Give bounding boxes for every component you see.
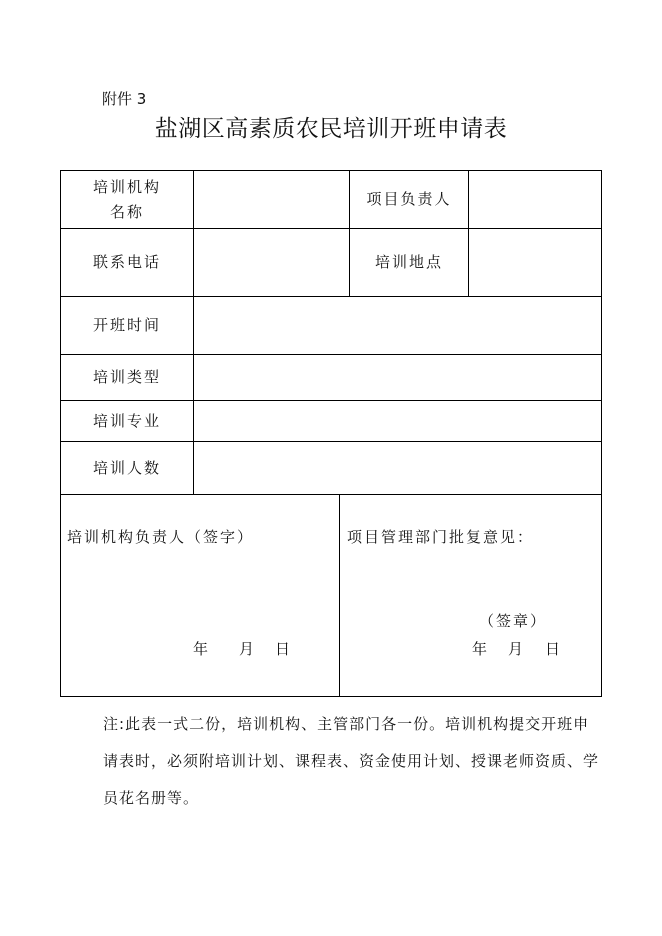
sign-month-left: 月 xyxy=(239,640,257,658)
phone-label: 联系电话 xyxy=(92,253,161,271)
application-form-table xyxy=(60,170,602,697)
sign-day-right: 日 xyxy=(545,640,563,658)
start-time-label: 开班时间 xyxy=(92,316,161,334)
start-time-field[interactable] xyxy=(194,297,601,354)
phone-field[interactable] xyxy=(194,229,349,296)
org-name-label-line2: 名称 xyxy=(109,202,144,221)
training-type-field[interactable] xyxy=(194,355,601,400)
form-note xyxy=(103,706,603,817)
training-major-label: 培训专业 xyxy=(92,411,161,430)
trainee-count-label: 培训人数 xyxy=(92,458,161,477)
column-divider xyxy=(339,494,340,696)
project-lead-label: 项目负责人 xyxy=(366,190,452,208)
row-divider xyxy=(61,494,601,495)
location-field[interactable] xyxy=(469,229,601,296)
seal-label: （签章） xyxy=(479,612,548,630)
org-name-label-line1: 培训机构 xyxy=(92,177,161,196)
training-major-field[interactable] xyxy=(194,401,601,441)
note-prefix: 注: xyxy=(103,715,126,733)
form-title: 盐湖区高素质农民培训开班申请表 xyxy=(154,116,508,142)
org-name-label xyxy=(61,171,193,228)
sign-month-right: 月 xyxy=(508,640,526,658)
sign-day-left: 日 xyxy=(275,640,293,658)
sign-year-right: 年 xyxy=(472,640,490,658)
project-lead-field[interactable] xyxy=(469,171,601,228)
org-head-sign-label: 培训机构负责人（签字） xyxy=(67,528,255,546)
sign-year-left: 年 xyxy=(193,640,211,658)
location-label: 培训地点 xyxy=(374,253,443,271)
dept-opinion-label: 项目管理部门批复意见： xyxy=(347,528,535,546)
trainee-count-field[interactable] xyxy=(194,442,601,494)
note-text: 此表一式二份，培训机构、主管部门各一份。培训机构提交开班申请表时，必须附培训计划、课程表、资金使用计划、授课老师资质、学员花名册等。 xyxy=(103,715,600,807)
org-name-field[interactable] xyxy=(194,171,349,228)
attachment-number: 附件 3 xyxy=(102,90,147,108)
training-type-label: 培训类型 xyxy=(92,368,161,386)
